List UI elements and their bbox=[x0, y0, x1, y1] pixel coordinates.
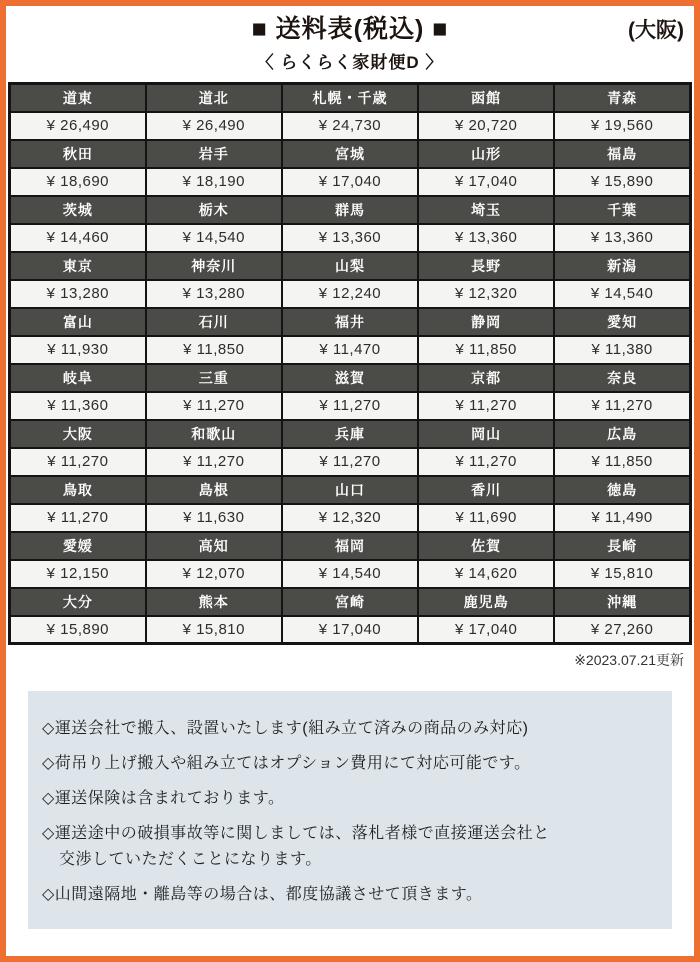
price-cell: ¥ 12,150 bbox=[10, 560, 146, 588]
note-item: ◇運送途中の破損事故等に関しましては、落札者様で直接運送会社と 交渉していただくことになります。 bbox=[42, 825, 550, 868]
price-cell: ¥ 11,690 bbox=[418, 504, 554, 532]
prefecture-cell: 道北 bbox=[146, 84, 282, 112]
price-row bbox=[10, 616, 691, 644]
price-cell: ¥ 11,270 bbox=[146, 392, 282, 420]
price-cell: ¥ 13,280 bbox=[10, 280, 146, 308]
price-cell: ¥ 26,490 bbox=[146, 112, 282, 140]
price-cell: ¥ 15,890 bbox=[10, 616, 146, 644]
price-row bbox=[10, 224, 691, 252]
prefecture-row bbox=[10, 476, 691, 504]
prefecture-cell: 千葉 bbox=[554, 196, 690, 224]
price-cell: ¥ 14,540 bbox=[146, 224, 282, 252]
prefecture-row bbox=[10, 588, 691, 616]
price-cell: ¥ 27,260 bbox=[554, 616, 690, 644]
prefecture-cell: 福島 bbox=[554, 140, 690, 168]
prefecture-row bbox=[10, 140, 691, 168]
shipping-fee-table bbox=[8, 82, 692, 645]
prefecture-row bbox=[10, 252, 691, 280]
price-cell: ¥ 18,690 bbox=[10, 168, 146, 196]
price-cell: ¥ 11,850 bbox=[554, 448, 690, 476]
price-cell: ¥ 17,040 bbox=[418, 616, 554, 644]
price-cell: ¥ 15,810 bbox=[146, 616, 282, 644]
price-cell: ¥ 11,850 bbox=[418, 336, 554, 364]
prefecture-cell: 京都 bbox=[418, 364, 554, 392]
price-cell: ¥ 11,470 bbox=[282, 336, 418, 364]
price-row bbox=[10, 392, 691, 420]
prefecture-cell: 岩手 bbox=[146, 140, 282, 168]
price-cell: ¥ 11,270 bbox=[418, 392, 554, 420]
prefecture-cell: 神奈川 bbox=[146, 252, 282, 280]
prefecture-cell: 函館 bbox=[418, 84, 554, 112]
prefecture-cell: 栃木 bbox=[146, 196, 282, 224]
prefecture-cell: 佐賀 bbox=[418, 532, 554, 560]
price-cell: ¥ 13,360 bbox=[418, 224, 554, 252]
prefecture-cell: 愛媛 bbox=[10, 532, 146, 560]
prefecture-cell: 沖縄 bbox=[554, 588, 690, 616]
prefecture-cell: 新潟 bbox=[554, 252, 690, 280]
prefecture-cell: 道東 bbox=[10, 84, 146, 112]
prefecture-cell: 鹿児島 bbox=[418, 588, 554, 616]
price-cell: ¥ 15,810 bbox=[554, 560, 690, 588]
prefecture-cell: 愛知 bbox=[554, 308, 690, 336]
prefecture-cell: 埼玉 bbox=[418, 196, 554, 224]
prefecture-cell: 宮崎 bbox=[282, 588, 418, 616]
prefecture-cell: 富山 bbox=[10, 308, 146, 336]
price-cell: ¥ 11,930 bbox=[10, 336, 146, 364]
price-cell: ¥ 11,630 bbox=[146, 504, 282, 532]
prefecture-row bbox=[10, 364, 691, 392]
price-cell: ¥ 15,890 bbox=[554, 168, 690, 196]
price-cell: ¥ 12,240 bbox=[282, 280, 418, 308]
origin-region: (大阪) bbox=[628, 19, 684, 42]
prefecture-row bbox=[10, 196, 691, 224]
prefecture-cell: 東京 bbox=[10, 252, 146, 280]
prefecture-cell: 札幌・千歳 bbox=[282, 84, 418, 112]
prefecture-cell: 三重 bbox=[146, 364, 282, 392]
price-row bbox=[10, 112, 691, 140]
price-cell: ¥ 11,270 bbox=[10, 504, 146, 532]
prefecture-cell: 大阪 bbox=[10, 420, 146, 448]
price-cell: ¥ 20,720 bbox=[418, 112, 554, 140]
note-item: ◇運送保険は含まれております。 bbox=[42, 790, 285, 807]
page-header bbox=[6, 6, 694, 73]
price-cell: ¥ 11,360 bbox=[10, 392, 146, 420]
price-cell: ¥ 11,270 bbox=[554, 392, 690, 420]
prefecture-row bbox=[10, 308, 691, 336]
prefecture-cell: 静岡 bbox=[418, 308, 554, 336]
prefecture-row bbox=[10, 420, 691, 448]
price-row bbox=[10, 504, 691, 532]
price-row bbox=[10, 336, 691, 364]
price-cell: ¥ 12,070 bbox=[146, 560, 282, 588]
price-cell: ¥ 13,360 bbox=[282, 224, 418, 252]
price-cell: ¥ 11,270 bbox=[282, 392, 418, 420]
note-item: ◇運送会社で搬入、設置いたします(組み立て済みの商品のみ対応) bbox=[42, 720, 529, 737]
price-cell: ¥ 11,270 bbox=[10, 448, 146, 476]
prefecture-cell: 茨城 bbox=[10, 196, 146, 224]
prefecture-cell: 高知 bbox=[146, 532, 282, 560]
price-cell: ¥ 24,730 bbox=[282, 112, 418, 140]
prefecture-cell: 石川 bbox=[146, 308, 282, 336]
price-cell: ¥ 11,270 bbox=[146, 448, 282, 476]
price-cell: ¥ 14,460 bbox=[10, 224, 146, 252]
service-subtitle: 〈 らくらく家財便D 〉 bbox=[256, 53, 444, 72]
price-cell: ¥ 14,540 bbox=[282, 560, 418, 588]
price-cell: ¥ 17,040 bbox=[282, 616, 418, 644]
prefecture-cell: 熊本 bbox=[146, 588, 282, 616]
prefecture-cell: 奈良 bbox=[554, 364, 690, 392]
price-cell: ¥ 17,040 bbox=[282, 168, 418, 196]
price-cell: ¥ 11,270 bbox=[282, 448, 418, 476]
prefecture-cell: 滋賀 bbox=[282, 364, 418, 392]
price-cell: ¥ 18,190 bbox=[146, 168, 282, 196]
prefecture-cell: 徳島 bbox=[554, 476, 690, 504]
prefecture-cell: 福井 bbox=[282, 308, 418, 336]
prefecture-cell: 大分 bbox=[10, 588, 146, 616]
prefecture-cell: 群馬 bbox=[282, 196, 418, 224]
notes-panel bbox=[28, 691, 672, 929]
prefecture-cell: 長崎 bbox=[554, 532, 690, 560]
price-row bbox=[10, 280, 691, 308]
price-cell: ¥ 17,040 bbox=[418, 168, 554, 196]
prefecture-cell: 山形 bbox=[418, 140, 554, 168]
price-cell: ¥ 14,620 bbox=[418, 560, 554, 588]
prefecture-row bbox=[10, 532, 691, 560]
price-cell: ¥ 11,850 bbox=[146, 336, 282, 364]
prefecture-cell: 山口 bbox=[282, 476, 418, 504]
price-cell: ¥ 12,320 bbox=[282, 504, 418, 532]
price-cell: ¥ 12,320 bbox=[418, 280, 554, 308]
update-note: ※2023.07.21更新 bbox=[574, 652, 684, 668]
price-cell: ¥ 13,360 bbox=[554, 224, 690, 252]
prefecture-cell: 鳥取 bbox=[10, 476, 146, 504]
price-row bbox=[10, 448, 691, 476]
prefecture-cell: 長野 bbox=[418, 252, 554, 280]
prefecture-cell: 島根 bbox=[146, 476, 282, 504]
prefecture-cell: 岡山 bbox=[418, 420, 554, 448]
prefecture-cell: 青森 bbox=[554, 84, 690, 112]
prefecture-cell: 山梨 bbox=[282, 252, 418, 280]
prefecture-cell: 和歌山 bbox=[146, 420, 282, 448]
prefecture-cell: 岐阜 bbox=[10, 364, 146, 392]
price-row bbox=[10, 560, 691, 588]
prefecture-cell: 香川 bbox=[418, 476, 554, 504]
price-cell: ¥ 11,380 bbox=[554, 336, 690, 364]
price-cell: ¥ 11,270 bbox=[418, 448, 554, 476]
prefecture-cell: 福岡 bbox=[282, 532, 418, 560]
prefecture-cell: 兵庫 bbox=[282, 420, 418, 448]
prefecture-cell: 秋田 bbox=[10, 140, 146, 168]
price-cell: ¥ 19,560 bbox=[554, 112, 690, 140]
price-cell: ¥ 14,540 bbox=[554, 280, 690, 308]
prefecture-row bbox=[10, 84, 691, 112]
price-cell: ¥ 26,490 bbox=[10, 112, 146, 140]
price-cell: ¥ 11,490 bbox=[554, 504, 690, 532]
note-item: ◇山間遠隔地・離島等の場合は、都度協議させて頂きます。 bbox=[42, 886, 483, 903]
price-cell: ¥ 13,280 bbox=[146, 280, 282, 308]
page-title: ■ 送料表(税込) ■ bbox=[251, 15, 449, 43]
prefecture-cell: 宮城 bbox=[282, 140, 418, 168]
prefecture-cell: 広島 bbox=[554, 420, 690, 448]
price-row bbox=[10, 168, 691, 196]
note-item: ◇荷吊り上げ搬入や組み立てはオプション費用にて対応可能です。 bbox=[42, 755, 531, 772]
